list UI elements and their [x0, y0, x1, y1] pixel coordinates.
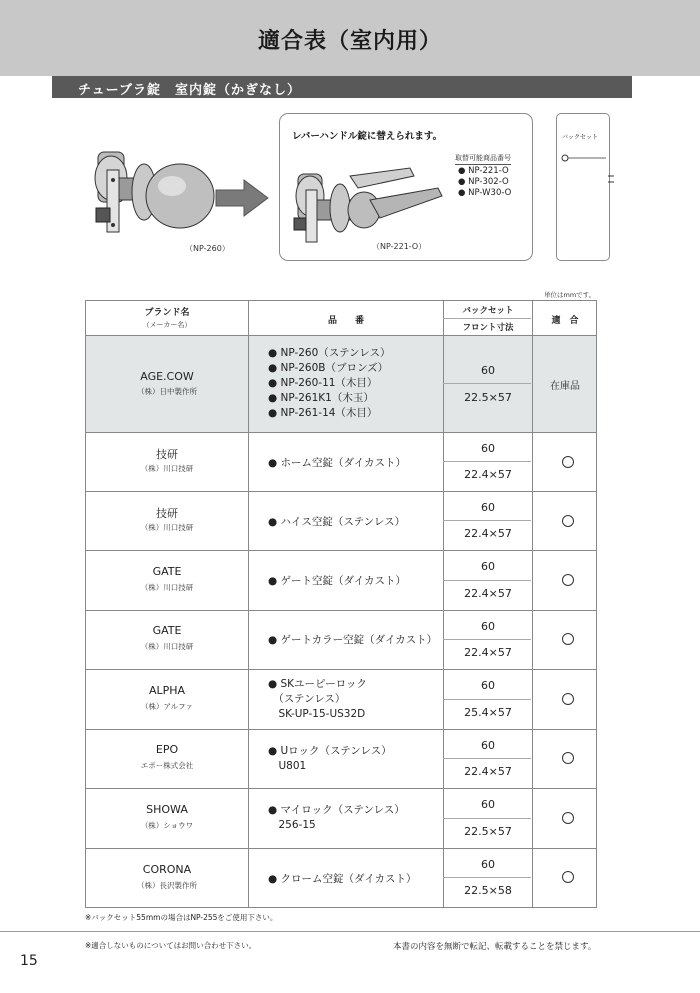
- front-size-value: 22.4×57: [464, 587, 512, 600]
- brand-name: EPO: [155, 743, 179, 756]
- front-size-value: 22.4×57: [464, 468, 512, 481]
- backset-label: バックセット: [562, 134, 599, 141]
- maker-name: （株）ショウワ: [140, 821, 194, 830]
- compatible-circle-icon: [562, 752, 574, 764]
- maker-name: （株）川口技研: [140, 642, 194, 651]
- unit-note: 単位はmmです。: [544, 291, 596, 299]
- backset-value: 60: [481, 620, 495, 633]
- header-fit: 適 合: [551, 316, 579, 326]
- front-size-value: 22.4×57: [464, 765, 512, 778]
- compatible-circle-icon: [562, 871, 574, 883]
- product-number: ● ゲートカラー空錠（ダイカスト）: [268, 634, 438, 646]
- lever-lock-image: [288, 160, 448, 245]
- product-number: ● ホーム空錠（ダイカスト）: [268, 457, 406, 469]
- front-size-value: 22.4×57: [464, 646, 512, 659]
- compatible-circle-icon: [562, 574, 574, 586]
- maker-name: （株）日中製作所: [137, 387, 197, 396]
- row-divider: [85, 335, 597, 336]
- product-number: ● ゲート空錠（ダイカスト）: [268, 575, 406, 587]
- header-product: 品 番: [327, 316, 364, 326]
- front-size-value: 22.5×57: [464, 391, 512, 404]
- header-subdivider: [443, 318, 531, 319]
- cell-subdivider: [443, 818, 531, 819]
- alternatives-heading: 取替可能商品番号: [455, 153, 511, 165]
- compatible-circle-icon: [562, 633, 574, 645]
- compatible-circle-icon: [562, 456, 574, 468]
- maker-name: （株）川口技研: [140, 464, 194, 473]
- product-number: ● Uロック（ステンレス） U801: [268, 745, 392, 772]
- maker-name: （株）川口技研: [140, 523, 194, 532]
- page-number: 15: [20, 953, 38, 969]
- compatible-circle-icon: [562, 693, 574, 705]
- backset-value: 60: [481, 560, 495, 573]
- header-front: フロント寸法: [462, 323, 514, 333]
- header-brand: ブランド名: [144, 308, 190, 318]
- product-number: ● ハイス空錠（ステンレス）: [268, 516, 406, 528]
- replace-arrow-icon: [214, 178, 270, 218]
- maker-name: （株）アルファ: [140, 702, 194, 711]
- brand-name: GATE: [152, 624, 182, 637]
- backset-value: 60: [481, 364, 495, 377]
- product-number: ● クローム空錠（ダイカスト）: [268, 873, 417, 885]
- brand-name: GATE: [152, 565, 182, 578]
- header-maker: （メーカー名）: [142, 321, 192, 329]
- footer-rule: [0, 931, 700, 932]
- alternative-item: ● NP-221-O: [458, 166, 509, 176]
- fit-status: 在庫品: [550, 381, 580, 392]
- cell-subdivider: [443, 877, 531, 878]
- alternative-item: ● NP-W30-O: [458, 188, 512, 198]
- front-size-value: 22.5×58: [464, 884, 512, 897]
- cell-subdivider: [443, 461, 531, 462]
- backset-marker-icon: [556, 140, 616, 190]
- page-title: 適合表（室内用）: [257, 29, 442, 54]
- brand-name: CORONA: [142, 863, 192, 876]
- backset-note: ※バックセット55mmの場合はNP-255をご使用下さい。: [85, 913, 278, 922]
- front-size-value: 25.4×57: [464, 706, 512, 719]
- backset-value: 60: [481, 501, 495, 514]
- np260-caption: （NP-260）: [185, 244, 230, 253]
- row-divider: [85, 432, 597, 433]
- row-divider: [85, 729, 597, 730]
- np221-caption: （NP-221-O）: [372, 242, 427, 251]
- row-divider: [85, 788, 597, 789]
- cell-subdivider: [443, 758, 531, 759]
- maker-name: （株）川口技研: [140, 583, 194, 592]
- brand-name: 技研: [156, 448, 178, 461]
- knob-lock-image: [80, 140, 220, 240]
- product-number: ● SKユーピーロック （ステンレス） SK-UP-15-US32D: [268, 678, 367, 720]
- brand-name: SHOWA: [146, 803, 188, 816]
- cell-subdivider: [443, 580, 531, 581]
- compatible-circle-icon: [562, 515, 574, 527]
- alternative-item: ● NP-302-O: [458, 177, 509, 187]
- product-number: ● マイロック（ステンレス） 256-15: [268, 804, 405, 831]
- compatible-circle-icon: [562, 812, 574, 824]
- backset-value: 60: [481, 679, 495, 692]
- row-divider: [85, 550, 597, 551]
- backset-value: 60: [481, 858, 495, 871]
- maker-name: （株）長沢製作所: [137, 881, 197, 890]
- brand-name: AGE.COW: [140, 370, 194, 383]
- product-number: ● NP-260（ステンレス） ● NP-260B（ブロンズ） ● NP-260-11（木目） ● NP-261K1（木玉） ● NP-261-14（木目）: [268, 347, 391, 419]
- row-divider: [85, 669, 597, 670]
- header-backset: バックセット: [462, 306, 514, 316]
- copyright-notice: 本書の内容を無断で転記、転載することを禁じます。: [393, 942, 597, 952]
- cell-subdivider: [443, 383, 531, 384]
- cell-subdivider: [443, 639, 531, 640]
- row-divider: [85, 848, 597, 849]
- front-size-value: 22.4×57: [464, 527, 512, 540]
- column-divider: [248, 300, 249, 908]
- front-size-value: 22.5×57: [464, 825, 512, 838]
- brand-name: 技研: [156, 507, 178, 520]
- cell-subdivider: [443, 699, 531, 700]
- backset-value: 60: [481, 739, 495, 752]
- inquiry-note: ※適合しないものについてはお問い合わせ下さい。: [85, 941, 257, 950]
- row-divider: [85, 491, 597, 492]
- backset-value: 60: [481, 442, 495, 455]
- maker-name: エポー株式会社: [140, 761, 194, 770]
- brand-name: ALPHA: [148, 684, 186, 697]
- row-divider: [85, 610, 597, 611]
- section-title: チューブラ錠 室内錠（かぎなし）: [78, 83, 301, 98]
- cell-subdivider: [443, 520, 531, 521]
- backset-value: 60: [481, 798, 495, 811]
- replacement-title: レバーハンドル錠に替えられます。: [292, 131, 443, 142]
